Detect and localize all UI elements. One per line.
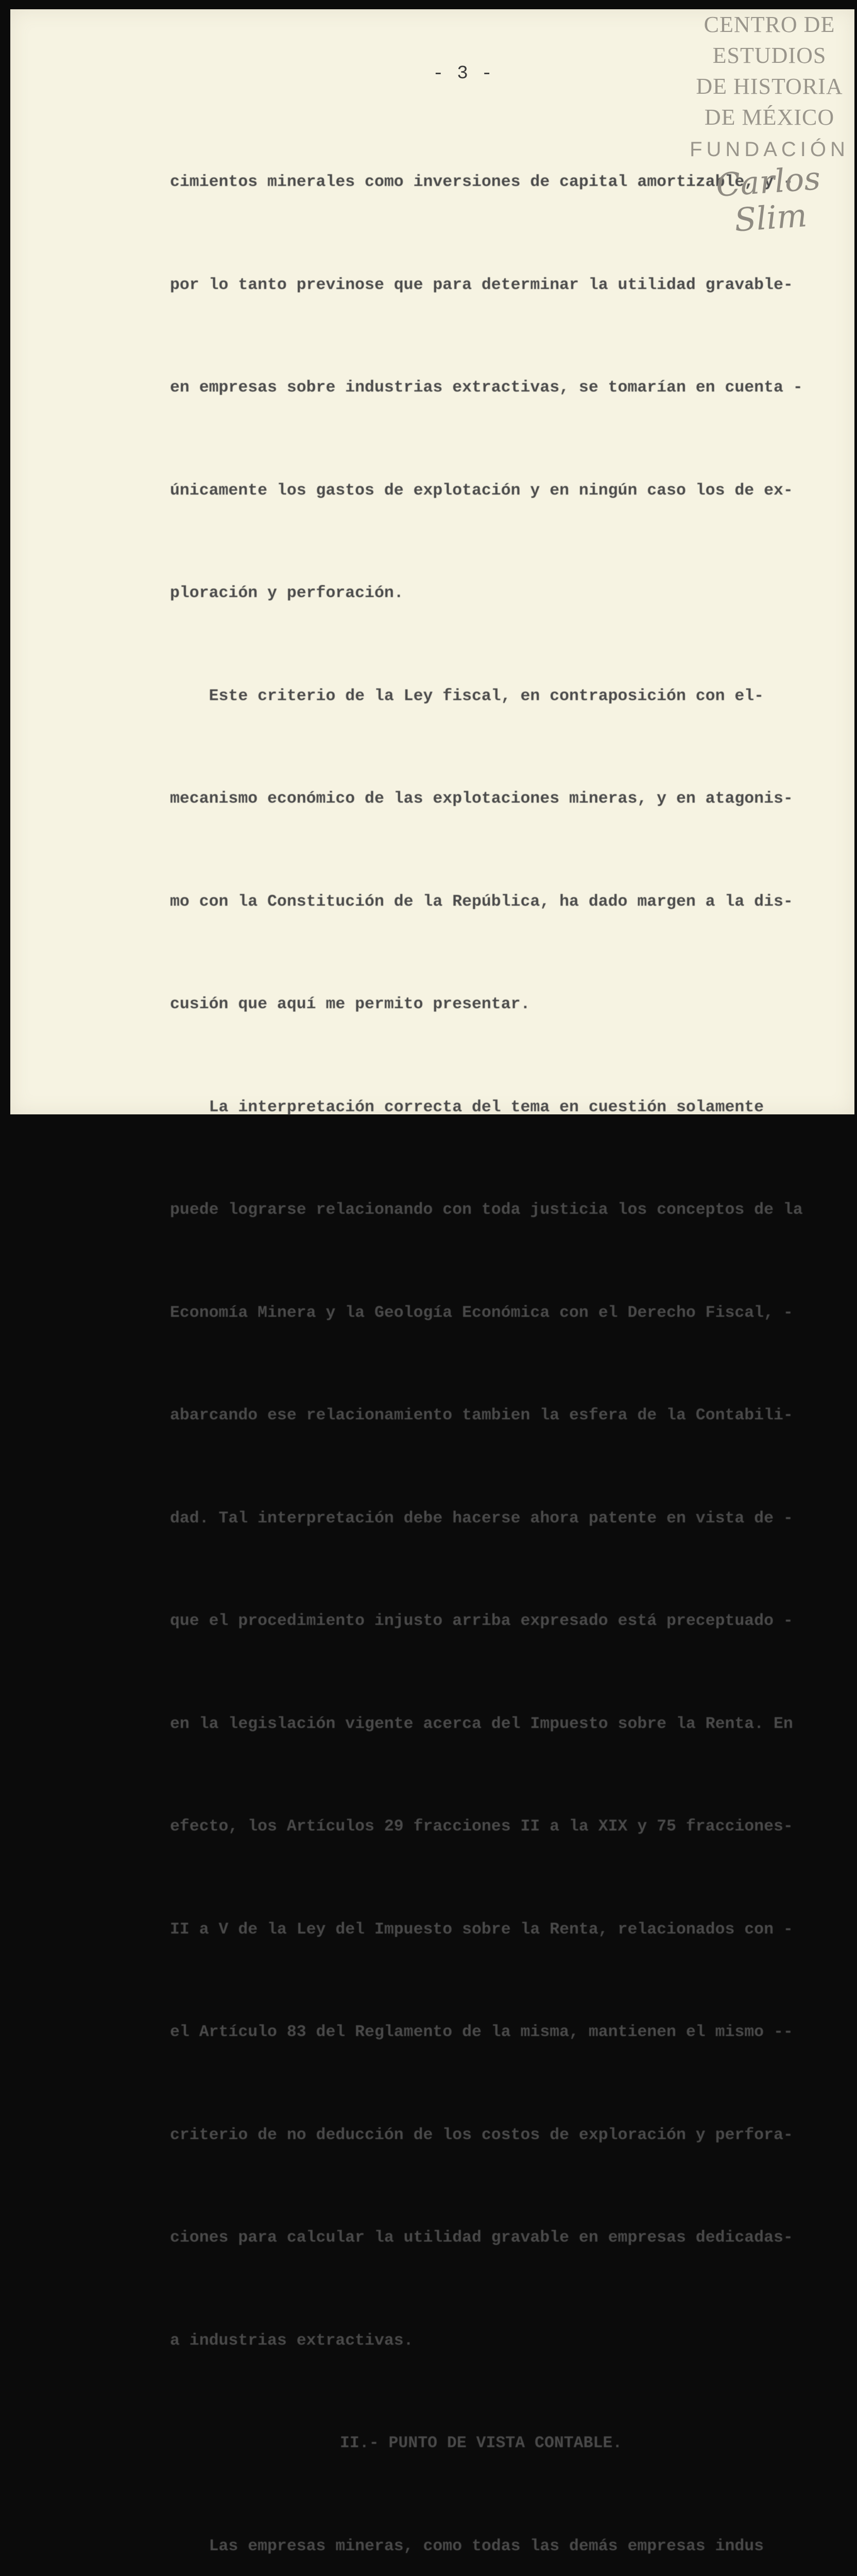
text-line: a industrias extractivas. [170, 2331, 414, 2350]
watermark-fundacion: FUNDACIÓN [690, 138, 849, 161]
text-line: II a V de la Ley del Impuesto sobre la Renta, relacionados con - [170, 1920, 793, 1939]
text-line: abarcando ese relacionamiento tambien la esfera de la Contabili- [170, 1406, 793, 1425]
watermark-line: ESTUDIOS [712, 43, 827, 68]
watermark-line: CENTRO DE [704, 12, 835, 37]
text-line: cimientos minerales como inversiones de capital amortizable, y - [170, 173, 793, 191]
text-line: puede lograrse relacionando con toda justicia los conceptos de la [170, 1201, 803, 1219]
text-line: el Artículo 83 del Reglamento de la misma, mantienen el mismo -- [170, 2023, 793, 2041]
text-line: cusión que aquí me permito presentar. [170, 995, 530, 1013]
watermark-line: DE HISTORIA [696, 74, 843, 99]
text-line: Este criterio de la Ley fiscal, en contraposición con el- [170, 687, 764, 705]
text-line: que el procedimiento injusto arriba expresado está preceptuado - [170, 1612, 793, 1630]
text-line: únicamente los gastos de explotación y en ningún caso los de ex- [170, 481, 793, 500]
text-line: ciones para calcular la utilidad gravable en empresas dedicadas- [170, 2229, 793, 2247]
watermark-signature: Carlos Slim [714, 159, 822, 239]
text-line: en la legislación vigente acerca del Impuesto sobre la Renta. En [170, 1715, 793, 1733]
body-text [170, 97, 839, 2576]
archive-watermark [684, 9, 854, 239]
page-number: - 3 - [433, 63, 494, 84]
text-line: por lo tanto previnose que para determinar la utilidad gravable- [170, 276, 793, 294]
text-line: mo con la Constitución de la República, ha dado margen a la dis- [170, 892, 793, 911]
document-page [10, 9, 854, 2555]
section-heading: II.- PUNTO DE VISTA CONTABLE. [340, 2434, 623, 2452]
text-line: La interpretación correcta del tema en cuestión solamente [170, 1098, 764, 1116]
text-line: dad. Tal interpretación debe hacerse ahora patente en vista de - [170, 1509, 793, 1528]
text-line: ploración y perforación. [170, 584, 404, 602]
text-line: Economía Minera y la Geología Económica con el Derecho Fiscal, - [170, 1303, 793, 1322]
text-line: mecanismo económico de las explotaciones mineras, y en atagonis- [170, 790, 793, 808]
text-line: en empresas sobre industrias extractivas, se tomarían en cuenta - [170, 379, 803, 397]
text-line: criterio de no deducción de los costos de exploración y perfora- [170, 2126, 793, 2144]
text-line: Las empresas mineras, como todas las demás empresas indus [170, 2537, 764, 2555]
text-line: efecto, los Artículos 29 fracciones II a la XIX y 75 fracciones- [170, 1818, 793, 1836]
watermark-line: DE MÉXICO [704, 105, 835, 130]
